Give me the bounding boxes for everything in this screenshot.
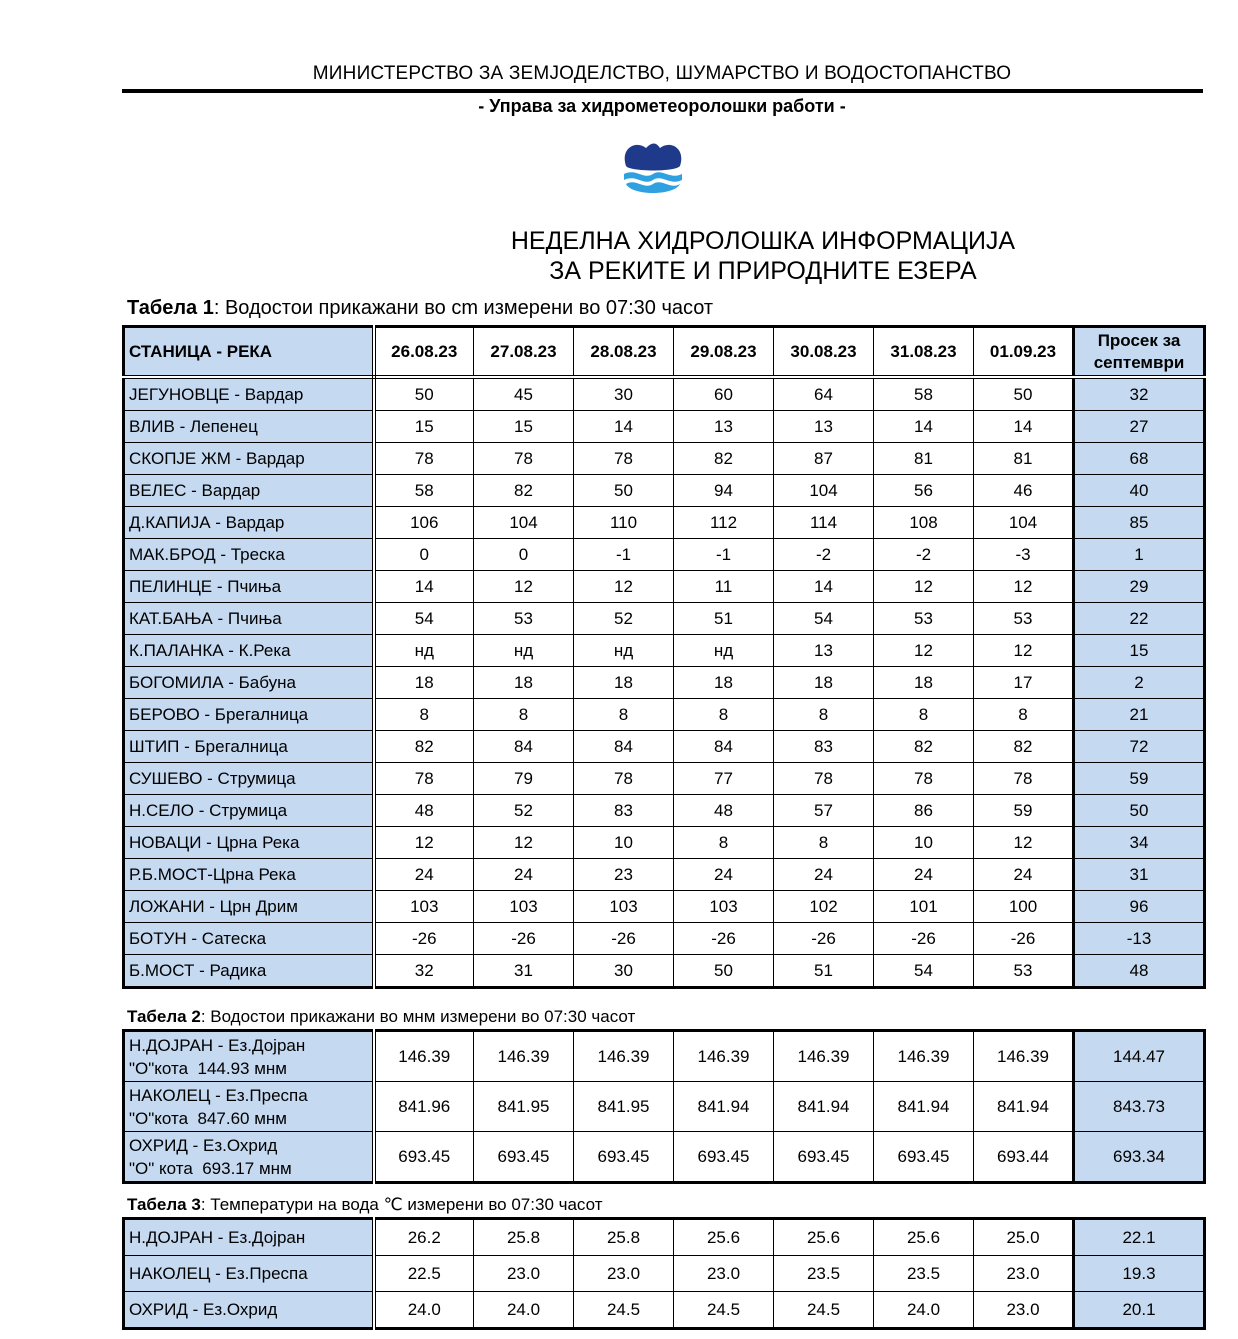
value-cell: 18: [674, 667, 774, 699]
value-cell: 18: [774, 667, 874, 699]
value-cell: 12: [474, 827, 574, 859]
date-column-header: 26.08.23: [374, 327, 474, 378]
value-cell: 17: [974, 667, 1074, 699]
table-row: [124, 1256, 1205, 1292]
value-cell: 81: [974, 443, 1074, 475]
value-cell: 841.94: [774, 1082, 874, 1132]
table-row: [124, 411, 1205, 443]
date-column-header: 31.08.23: [874, 327, 974, 378]
value-cell: 32: [374, 955, 474, 988]
value-cell: -3: [974, 539, 1074, 571]
value-cell: 78: [874, 763, 974, 795]
average-column-header: Просек за септември: [1074, 327, 1205, 378]
table3-caption-label: Табела 3: [127, 1195, 201, 1214]
value-cell: 8: [574, 699, 674, 731]
station-name-cell: СКОПЈЕ ЖМ - Вардар: [124, 443, 374, 475]
value-cell: 51: [674, 603, 774, 635]
value-cell: 114: [774, 507, 874, 539]
average-cell: 96: [1074, 891, 1205, 923]
value-cell: 106: [374, 507, 474, 539]
zero-level-elevation: "О"кота 144.93 мнм: [129, 1058, 287, 1078]
value-cell: 146.39: [974, 1031, 1074, 1082]
average-cell: 15: [1074, 635, 1205, 667]
value-cell: 60: [674, 377, 774, 411]
table-row: [124, 891, 1205, 923]
value-cell: 146.39: [574, 1031, 674, 1082]
value-cell: -26: [674, 923, 774, 955]
header-rule: [122, 89, 1203, 93]
average-cell: 31: [1074, 859, 1205, 891]
table2-caption-label: Табела 2: [127, 1007, 201, 1026]
station-name: НАКОЛЕЦ - Ез.Преспа: [129, 1085, 308, 1105]
value-cell: нд: [374, 635, 474, 667]
value-cell: 53: [874, 603, 974, 635]
table-row: [124, 507, 1205, 539]
zero-level-elevation: "О" кота 693.17 мнм: [129, 1158, 292, 1178]
value-cell: 693.45: [674, 1132, 774, 1183]
value-cell: -1: [674, 539, 774, 571]
value-cell: нд: [674, 635, 774, 667]
value-cell: -2: [874, 539, 974, 571]
value-cell: 24.0: [874, 1292, 974, 1329]
value-cell: -26: [874, 923, 974, 955]
value-cell: 84: [674, 731, 774, 763]
value-cell: 24: [374, 859, 474, 891]
table1-caption-label: Табела 1: [127, 297, 214, 319]
value-cell: 82: [974, 731, 1074, 763]
value-cell: 693.44: [974, 1132, 1074, 1183]
value-cell: 8: [774, 699, 874, 731]
value-cell: 56: [874, 475, 974, 507]
average-cell: 1: [1074, 539, 1205, 571]
zero-level-elevation: "О"кота 847.60 мнм: [129, 1108, 287, 1128]
value-cell: 12: [974, 827, 1074, 859]
table-row: [124, 731, 1205, 763]
table-header-row: [124, 327, 1205, 378]
value-cell: 24.5: [574, 1292, 674, 1329]
value-cell: 52: [474, 795, 574, 827]
average-cell: 21: [1074, 699, 1205, 731]
value-cell: 8: [674, 827, 774, 859]
average-cell: -13: [1074, 923, 1205, 955]
value-cell: 15: [374, 411, 474, 443]
value-cell: 103: [674, 891, 774, 923]
value-cell: 84: [474, 731, 574, 763]
value-cell: 25.6: [874, 1219, 974, 1256]
table-row: [124, 1132, 1205, 1183]
table-row: [124, 763, 1205, 795]
value-cell: нд: [474, 635, 574, 667]
average-cell: 22.1: [1074, 1219, 1205, 1256]
value-cell: 24: [774, 859, 874, 891]
value-cell: 59: [974, 795, 1074, 827]
average-cell: 50: [1074, 795, 1205, 827]
value-cell: 18: [574, 667, 674, 699]
value-cell: 50: [674, 955, 774, 988]
value-cell: 46: [974, 475, 1074, 507]
value-cell: 78: [374, 443, 474, 475]
station-name-cell: К.ПАЛАНКА - К.Река: [124, 635, 374, 667]
value-cell: 110: [574, 507, 674, 539]
station-name-cell: НОВАЦИ - Црна Река: [124, 827, 374, 859]
value-cell: 146.39: [774, 1031, 874, 1082]
value-cell: 13: [774, 411, 874, 443]
value-cell: 78: [474, 443, 574, 475]
value-cell: -26: [574, 923, 674, 955]
station-name-cell: Р.Б.МОСТ-Црна Река: [124, 859, 374, 891]
report-title-line2: ЗА РЕКИТЕ И ПРИРОДНИТЕ ЕЗЕРА: [549, 257, 977, 285]
value-cell: 112: [674, 507, 774, 539]
value-cell: 841.94: [874, 1082, 974, 1132]
value-cell: 25.6: [774, 1219, 874, 1256]
station-name-cell: МАК.БРОД - Треска: [124, 539, 374, 571]
value-cell: 26.2: [374, 1219, 474, 1256]
average-cell: 693.34: [1074, 1132, 1205, 1183]
station-name-cell: ВЛИВ - Лепенец: [124, 411, 374, 443]
station-name-cell: ЈЕГУНОВЦЕ - Вардар: [124, 377, 374, 411]
value-cell: -26: [474, 923, 574, 955]
average-cell: 20.1: [1074, 1292, 1205, 1329]
value-cell: 25.8: [474, 1219, 574, 1256]
average-cell: 85: [1074, 507, 1205, 539]
value-cell: 23.0: [574, 1256, 674, 1292]
table1-caption: [127, 297, 713, 320]
station-column-header: СТАНИЦА - РЕКА: [124, 327, 374, 378]
value-cell: 12: [974, 571, 1074, 603]
value-cell: 18: [874, 667, 974, 699]
value-cell: 108: [874, 507, 974, 539]
value-cell: 23.5: [774, 1256, 874, 1292]
value-cell: 8: [874, 699, 974, 731]
station-name-cell: [124, 1132, 374, 1183]
value-cell: 51: [774, 955, 874, 988]
value-cell: 53: [974, 603, 1074, 635]
table-row: [124, 443, 1205, 475]
value-cell: 23.5: [874, 1256, 974, 1292]
value-cell: 103: [474, 891, 574, 923]
value-cell: 693.45: [374, 1132, 474, 1183]
value-cell: 14: [974, 411, 1074, 443]
average-cell: 27: [1074, 411, 1205, 443]
table-row: [124, 923, 1205, 955]
value-cell: 841.94: [974, 1082, 1074, 1132]
office-name: - Управа за хидрометеоролошки работи -: [478, 96, 846, 116]
value-cell: -26: [974, 923, 1074, 955]
table1-caption-text: : Водостои прикажани во cm измерени во 07:30 часот: [213, 297, 714, 319]
report-title-line1: НЕДЕЛНА ХИДРОЛОШКА ИНФОРМАЦИЈА: [510, 227, 1016, 255]
value-cell: 23.0: [974, 1292, 1074, 1329]
value-cell: 146.39: [674, 1031, 774, 1082]
station-name-cell: Н.СЕЛО - Струмица: [124, 795, 374, 827]
date-column-header: 28.08.23: [574, 327, 674, 378]
average-cell: 72: [1074, 731, 1205, 763]
value-cell: 25.6: [674, 1219, 774, 1256]
value-cell: 13: [674, 411, 774, 443]
station-name-cell: БОТУН - Сатеска: [124, 923, 374, 955]
value-cell: 22.5: [374, 1256, 474, 1292]
value-cell: 79: [474, 763, 574, 795]
value-cell: 82: [674, 443, 774, 475]
average-cell: 29: [1074, 571, 1205, 603]
value-cell: 146.39: [374, 1031, 474, 1082]
table-row: [124, 1082, 1205, 1132]
table-row: [124, 1031, 1205, 1082]
value-cell: 12: [474, 571, 574, 603]
value-cell: 45: [474, 377, 574, 411]
value-cell: 8: [474, 699, 574, 731]
value-cell: 30: [574, 377, 674, 411]
station-name-cell: ВЕЛЕС - Вардар: [124, 475, 374, 507]
station-name-cell: ПЕЛИНЦЕ - Пчиња: [124, 571, 374, 603]
value-cell: 0: [474, 539, 574, 571]
value-cell: 13: [774, 635, 874, 667]
average-cell: 40: [1074, 475, 1205, 507]
value-cell: 53: [974, 955, 1074, 988]
value-cell: 10: [874, 827, 974, 859]
date-column-header: 30.08.23: [774, 327, 874, 378]
station-name-cell: БЕРОВО - Брегалница: [124, 699, 374, 731]
value-cell: 841.95: [474, 1082, 574, 1132]
value-cell: 23.0: [474, 1256, 574, 1292]
value-cell: 52: [574, 603, 674, 635]
station-name: Н.ДОЈРАН - Ез.Дојран: [129, 1035, 306, 1055]
value-cell: 693.45: [874, 1132, 974, 1183]
table-row: [124, 667, 1205, 699]
station-name-cell: ОХРИД - Ез.Охрид: [124, 1292, 374, 1329]
value-cell: 8: [674, 699, 774, 731]
station-name-cell: КАТ.БАЊА - Пчиња: [124, 603, 374, 635]
value-cell: 78: [574, 763, 674, 795]
value-cell: 12: [874, 571, 974, 603]
value-cell: нд: [574, 635, 674, 667]
value-cell: 12: [574, 571, 674, 603]
value-cell: 24.0: [374, 1292, 474, 1329]
value-cell: 15: [474, 411, 574, 443]
value-cell: 31: [474, 955, 574, 988]
station-name-cell: НАКОЛЕЦ - Ез.Преспа: [124, 1256, 374, 1292]
station-name-cell: Б.МОСТ - Радика: [124, 955, 374, 988]
value-cell: 18: [474, 667, 574, 699]
table3-caption: [127, 1195, 603, 1215]
value-cell: 18: [374, 667, 474, 699]
station-name-cell: [124, 1031, 374, 1082]
station-name-cell: ШТИП - Брегалница: [124, 731, 374, 763]
value-cell: 693.45: [574, 1132, 674, 1183]
station-name-cell: Н.ДОЈРАН - Ез.Дојран: [124, 1219, 374, 1256]
value-cell: 87: [774, 443, 874, 475]
value-cell: 10: [574, 827, 674, 859]
value-cell: 24: [874, 859, 974, 891]
station-name-cell: СУШЕВО - Струмица: [124, 763, 374, 795]
table-row: [124, 377, 1205, 411]
value-cell: 12: [974, 635, 1074, 667]
average-cell: 68: [1074, 443, 1205, 475]
average-cell: 144.47: [1074, 1031, 1205, 1082]
value-cell: 24.0: [474, 1292, 574, 1329]
average-cell: 59: [1074, 763, 1205, 795]
value-cell: 30: [574, 955, 674, 988]
value-cell: 50: [374, 377, 474, 411]
average-cell: 843.73: [1074, 1082, 1205, 1132]
value-cell: -26: [374, 923, 474, 955]
value-cell: 24.5: [674, 1292, 774, 1329]
value-cell: 82: [374, 731, 474, 763]
value-cell: 100: [974, 891, 1074, 923]
value-cell: 54: [774, 603, 874, 635]
value-cell: 841.96: [374, 1082, 474, 1132]
value-cell: 53: [474, 603, 574, 635]
value-cell: 104: [774, 475, 874, 507]
table-row: [124, 603, 1205, 635]
value-cell: -26: [774, 923, 874, 955]
value-cell: 78: [774, 763, 874, 795]
value-cell: 12: [874, 635, 974, 667]
ministry-name: МИНИСТЕРСТВО ЗА ЗЕМЈОДЕЛСТВО, ШУМАРСТВО И ВОДОСТОПАНСТВО: [312, 63, 1012, 84]
table-row: [124, 955, 1205, 988]
station-name-cell: ЛОЖАНИ - Црн Дрим: [124, 891, 374, 923]
value-cell: 54: [374, 603, 474, 635]
value-cell: 78: [574, 443, 674, 475]
value-cell: 82: [474, 475, 574, 507]
value-cell: 101: [874, 891, 974, 923]
value-cell: 8: [774, 827, 874, 859]
table-row: [124, 635, 1205, 667]
table-row: [124, 795, 1205, 827]
value-cell: 14: [774, 571, 874, 603]
water-temperature-table: [122, 1217, 1206, 1330]
value-cell: 103: [574, 891, 674, 923]
date-column-header: 29.08.23: [674, 327, 774, 378]
value-cell: 11: [674, 571, 774, 603]
value-cell: 81: [874, 443, 974, 475]
value-cell: 58: [874, 377, 974, 411]
value-cell: 78: [974, 763, 1074, 795]
station-name: ОХРИД - Ез.Охрид: [129, 1135, 278, 1155]
value-cell: -2: [774, 539, 874, 571]
average-cell: 32: [1074, 377, 1205, 411]
value-cell: 77: [674, 763, 774, 795]
value-cell: 14: [574, 411, 674, 443]
date-column-header: 27.08.23: [474, 327, 574, 378]
value-cell: 64: [774, 377, 874, 411]
value-cell: 24.5: [774, 1292, 874, 1329]
average-cell: 34: [1074, 827, 1205, 859]
lake-levels-mnm-table: [122, 1029, 1206, 1184]
value-cell: 48: [374, 795, 474, 827]
hydromet-logo-icon: [618, 138, 688, 198]
value-cell: 104: [474, 507, 574, 539]
value-cell: 841.95: [574, 1082, 674, 1132]
table2-caption: [127, 1007, 635, 1027]
station-name-cell: Д.КАПИЈА - Вардар: [124, 507, 374, 539]
value-cell: 86: [874, 795, 974, 827]
value-cell: 841.94: [674, 1082, 774, 1132]
average-cell: 2: [1074, 667, 1205, 699]
value-cell: -1: [574, 539, 674, 571]
value-cell: 25.0: [974, 1219, 1074, 1256]
value-cell: 54: [874, 955, 974, 988]
average-cell: 22: [1074, 603, 1205, 635]
table-row: [124, 1219, 1205, 1256]
value-cell: 14: [874, 411, 974, 443]
value-cell: 94: [674, 475, 774, 507]
value-cell: 0: [374, 539, 474, 571]
value-cell: 50: [574, 475, 674, 507]
value-cell: 24: [974, 859, 1074, 891]
value-cell: 57: [774, 795, 874, 827]
water-levels-cm-table: [122, 325, 1206, 989]
value-cell: 14: [374, 571, 474, 603]
value-cell: 8: [374, 699, 474, 731]
value-cell: 24: [474, 859, 574, 891]
value-cell: 24: [674, 859, 774, 891]
average-cell: 48: [1074, 955, 1205, 988]
value-cell: 58: [374, 475, 474, 507]
value-cell: 23.0: [974, 1256, 1074, 1292]
table3-caption-text: : Температури на вода ℃ измерени во 07:30 часот: [200, 1195, 603, 1214]
value-cell: 104: [974, 507, 1074, 539]
value-cell: 25.8: [574, 1219, 674, 1256]
station-name-cell: [124, 1082, 374, 1132]
value-cell: 84: [574, 731, 674, 763]
value-cell: 146.39: [474, 1031, 574, 1082]
value-cell: 23: [574, 859, 674, 891]
average-cell: 19.3: [1074, 1256, 1205, 1292]
value-cell: 50: [974, 377, 1074, 411]
report-title: [122, 226, 1238, 286]
value-cell: 83: [574, 795, 674, 827]
value-cell: 102: [774, 891, 874, 923]
date-column-header: 01.09.23: [974, 327, 1074, 378]
value-cell: 103: [374, 891, 474, 923]
value-cell: 82: [874, 731, 974, 763]
value-cell: 693.45: [474, 1132, 574, 1183]
table-row: [124, 475, 1205, 507]
table-row: [124, 859, 1205, 891]
value-cell: 12: [374, 827, 474, 859]
value-cell: 23.0: [674, 1256, 774, 1292]
table-row: [124, 1292, 1205, 1329]
value-cell: 8: [974, 699, 1074, 731]
value-cell: 78: [374, 763, 474, 795]
table2-caption-text: : Водостои прикажани во мнм измерени во 07:30 часот: [200, 1007, 636, 1026]
station-name-cell: БОГОМИЛА - Бабуна: [124, 667, 374, 699]
value-cell: 83: [774, 731, 874, 763]
table-row: [124, 571, 1205, 603]
value-cell: 693.45: [774, 1132, 874, 1183]
table-row: [124, 539, 1205, 571]
value-cell: 146.39: [874, 1031, 974, 1082]
table-row: [124, 827, 1205, 859]
value-cell: 48: [674, 795, 774, 827]
table-row: [124, 699, 1205, 731]
